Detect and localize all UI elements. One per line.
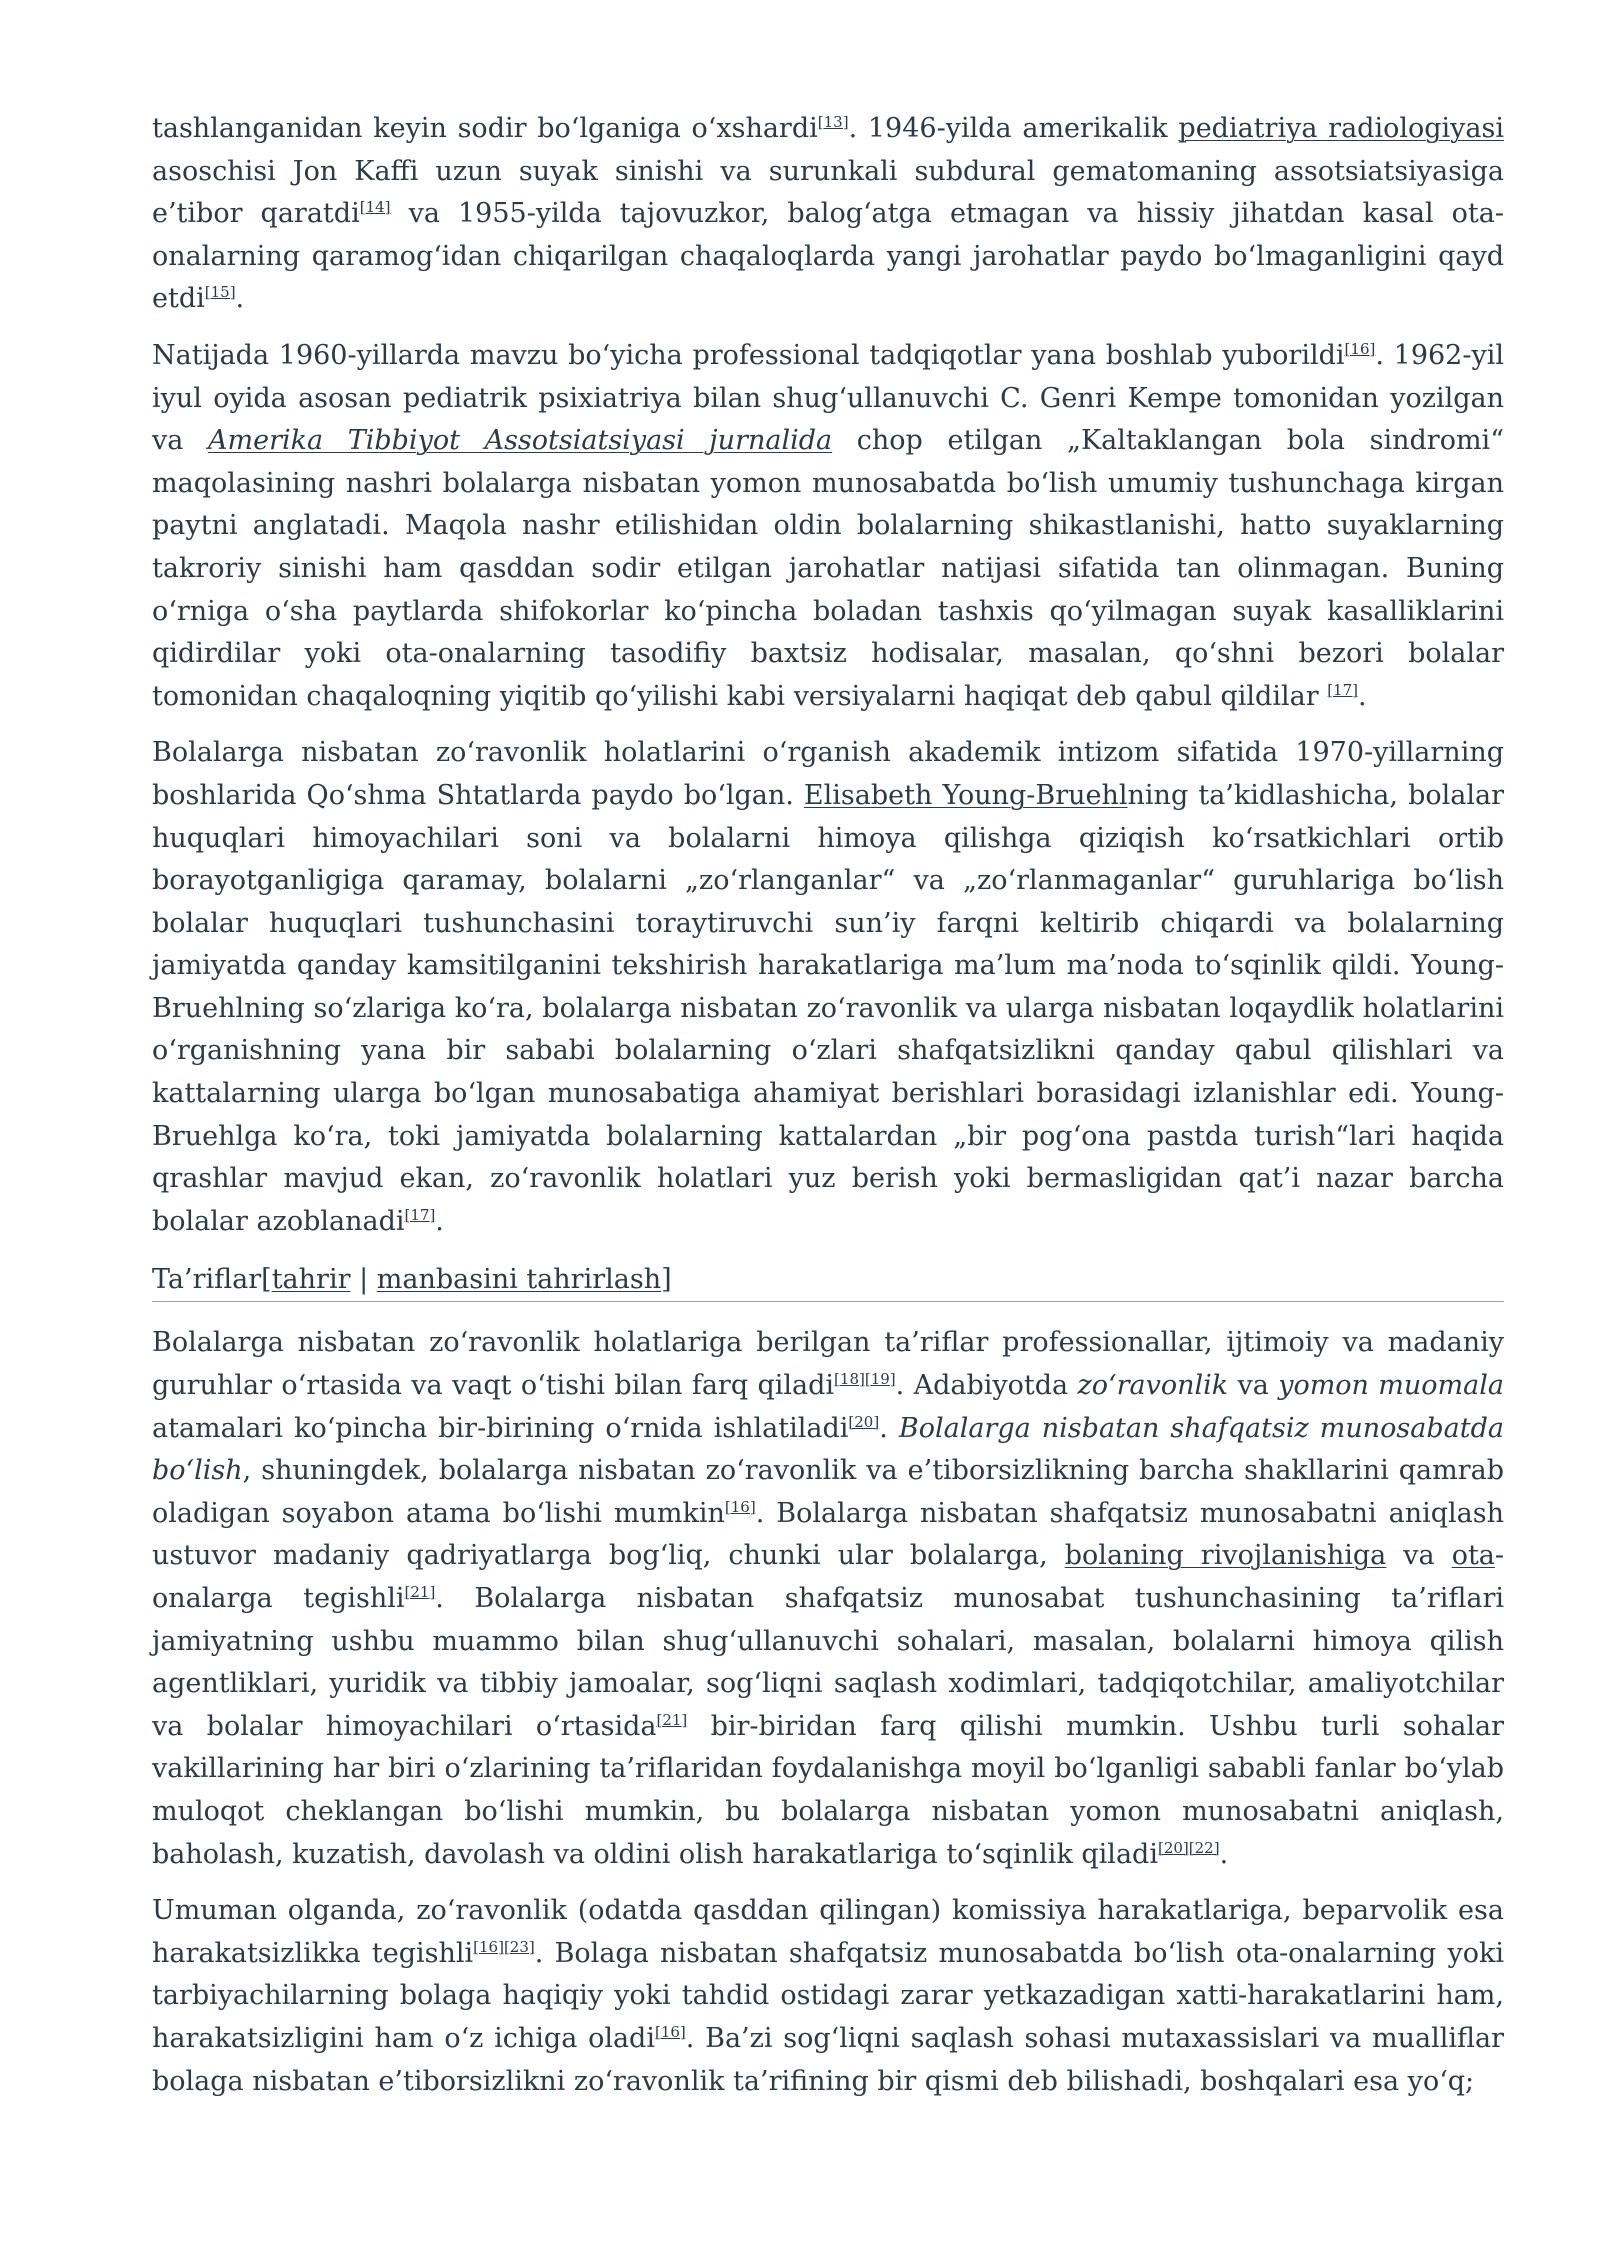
text: . (879, 1412, 899, 1444)
citation[interactable] (1158, 1839, 1220, 1857)
citation-link[interactable]: [21] (656, 1710, 688, 1729)
section-heading-definitions (152, 1261, 1504, 1302)
citation-link[interactable]: [21] (404, 1583, 436, 1601)
edit-bracket-close: ] (661, 1264, 672, 1296)
edit-link[interactable]: tahrir (271, 1264, 351, 1296)
citation-link[interactable]: [16] (473, 1937, 504, 1956)
citation[interactable] (1327, 681, 1358, 699)
citation-link[interactable]: [17] (404, 1205, 436, 1224)
citation-link[interactable]: [23] (503, 1937, 535, 1956)
citation[interactable] (834, 1370, 896, 1388)
text: va 1955-yilda tajovuzkor, balog‘atga etmagan va hissiy jihatdan kasal ota-onalarning qaramog‘idan chiqarilgan chaqaloqlarda yangi jarohatlar paydo bo‘lmaganligini qayd etdi (152, 198, 1504, 315)
citation[interactable] (405, 1206, 436, 1224)
edit-separator: | (350, 1264, 377, 1296)
pediatric-radiology-link[interactable]: pediatriya radiologiyasi (1178, 113, 1504, 144)
text: va (1386, 1540, 1452, 1572)
parent-link[interactable]: ota (1451, 1540, 1495, 1572)
edit-bracket-open: [ (261, 1264, 272, 1296)
text: Bolalarga nisbatan zo‘ravonlik holatlariga berilgan ta’riflar professionallar, ijtimoiy va madaniy guruhlar o‘rtasida va vaqt o‘tishi bilan farq qiladi (152, 1327, 1504, 1402)
text: . Adabiyotda (895, 1370, 1078, 1402)
text: . (1219, 1838, 1229, 1870)
child-development-link[interactable]: bolaning rivojlanishiga (1064, 1540, 1387, 1572)
jama-journal-link[interactable]: Amerika Tibbiyot Assotsiatsiyasi jurnalida (208, 425, 833, 457)
text: . Bolalarga nisbatan shafqatsiz munosabatni aniqlash ustuvor madaniy qadriyatlarga bog‘liq, chunki ular bolalarga, (152, 1497, 1504, 1572)
text: atamalari ko‘pincha bir-birining o‘rnida ishlatiladi (152, 1412, 849, 1444)
text: va (1228, 1370, 1279, 1402)
citation[interactable] (725, 1498, 756, 1516)
citation-link[interactable]: [16] (1344, 339, 1376, 358)
citation-link[interactable]: [22] (1188, 1838, 1220, 1857)
text: . (1357, 680, 1367, 712)
citation-link[interactable]: [16] (724, 1497, 756, 1516)
young-bruehl-link[interactable]: Elisabeth Young-Bruehl (803, 779, 1128, 811)
section-title: Ta’riflar (152, 1264, 262, 1296)
paragraph-history-2 (152, 335, 1504, 718)
paragraph-history-3 (152, 732, 1504, 1243)
citation-link[interactable]: [14] (359, 198, 391, 217)
text: . (435, 1205, 444, 1237)
emphasis: yomon muomala (1278, 1370, 1504, 1402)
citation[interactable] (818, 113, 849, 131)
citation-link[interactable]: [15] (204, 283, 236, 302)
citation[interactable] (473, 1938, 535, 1956)
paragraph-definitions-2 (152, 1890, 1504, 2103)
text: . Ba’zi sog‘liqni saqlash sohasi mutaxassislari va mualliflar bolaga nisbatan e’tiborsizlikni zo‘ravonlik ta’rifining bir qismi deb bilishadi, boshqalari esa yo‘q; (152, 2022, 1505, 2097)
text: Bolalarga nisbatan zo‘ravonlik holatlarini o‘rganish akademik intizom sifatida 1970-yillarning boshlarida Qo‘shma Shtatlarda paydo bo‘lgan. (152, 737, 1504, 811)
paragraph-definitions-1 (152, 1322, 1504, 1876)
text: . Bolaga nisbatan shafqatsiz munosabatda bo‘lish ota-onalarning yoki tarbiyachilarning bolaga haqiqiy yoki tahdid ostidagi zarar yetkazadigan xatti-harakatlarini ham, harakatsizligini ham o‘z ichiga oladi (152, 1937, 1505, 2054)
citation-link[interactable]: [20] (848, 1412, 880, 1431)
citation-link[interactable]: [18] (834, 1370, 865, 1389)
text: Natijada 1960-yillarda mavzu bo‘yicha professional tadqiqotlar yana boshlab yuborildi (152, 339, 1345, 371)
citation[interactable] (656, 1711, 687, 1729)
emphasis: Bolalarga nisbatan shafqatsiz munosabatda bo‘lish (152, 1412, 1504, 1487)
text: tashlanganidan keyin sodir bo‘lganiga o‘xshardi (152, 113, 818, 144)
citation-link[interactable]: [17] (1327, 680, 1358, 699)
text: bir-biridan farq qilishi mumkin. Ushbu turli sohalar vakillarining har biri o‘zlarining ta’riflaridan foydalanishga moyil bo‘lganligi sababli fanlar bo‘ylab muloqot cheklangan bo‘lishi mumkin, bu bolalarga nisbatan yomon munosabatni aniqlash, baholash, kuzatish, davolash va oldini olish harakatlariga to‘sqinlik qiladi (152, 1710, 1504, 1870)
text: . (235, 283, 245, 315)
citation[interactable] (655, 2023, 686, 2041)
text: ning ta’kidlashicha, bolalar huquqlari himoyachilari soni va bolalarni himoya qilishga qiziqish ko‘rsatkichlari ortib borayotganligiga qaramay, bolalarni „zo‘rlanganlar“ va „zo‘rlanmaganlar“ guruhlariga bo‘lish bolalar huquqlari tushunchasini toraytiruvchi sun’iy farqni keltirib chiqardi va bolalarning jamiyatda qanday kamsitilganini tekshirish harakatlariga ma’lum ma’noda to‘sqinlik qildi. Young-Bruehlning so‘zlariga ko‘ra, bolalarga nisbatan zo‘ravonlik va ularga nisbatan loqaydlik holatlarini o‘rganishning yana bir sababi bolalarning o‘zlari shafqatsizlikni qanday qabul qilishlari va kattalarning ularga bo‘lgan munosabatiga ahamiyat berishlari borasidagi izlanishlar edi. Young-Bruehlga ko‘ra, toki jamiyatda bolalarning kattalardan „bir pog‘ona pastda turish“lari haqida qrashlar mavjud ekan, zo‘ravonlik holatlari yuz berish yoki bermasligidan qat’i nazar barcha bolalar azoblanadi (152, 779, 1504, 1237)
text: . 1962-yil iyul oyida asosan pediatrik psixiatriya bilan shug‘ullanuvchi C. Genri Kempe tomonidan yozilgan va (152, 339, 1504, 457)
citation-link[interactable]: [20] (1157, 1838, 1189, 1857)
edit-source-link[interactable]: manbasini tahrirlash (376, 1264, 662, 1296)
text: asoschisi Jon Kaffi uzun suyak sinishi va surunkali subdural gematomaning assotsiatsiyasiga e’tibor qaratdi (152, 155, 1504, 230)
text: chop etilgan „Kaltaklangan bola sindromi“ maqolasining nashri bolalarga nisbatan yomon munosabatda bo‘lish umumiy tushunchaga kirgan paytni anglatadi. Maqola nashr etilishidan oldin bolalarning shikastlanishi, hatto suyaklarning takroriy sinishi ham qasddan sodir etilgan jarohatlar natijasi sifatida tan olinmagan. Buning o‘rniga o‘sha paytlarda shifokorlar ko‘pincha boladan tashxis qo‘yilmagan suyak kasalliklarini qidirdilar yoki ota-onalarning tasodifiy baxtsiz hodisalar, masalan, qo‘shni bezori bolalar tomonidan chaqaloqning yiqitib qo‘yilishi kabi versiyalarni haqiqat deb qabul qildilar (152, 425, 1504, 712)
text: . Bolalarga nisbatan shafqatsiz munosabat tushunchasining ta’riflari jamiyatning ushbu muammo bilan shug‘ullanuvchi sohalari, masalan, bolalarni himoya qilish agentliklari, yuridik va tibbiy jamoalar, sog‘liqni saqlash xodimlari, tadqiqotchilar, amaliyotchilar va bolalar himoyachilari o‘rtasida (152, 1583, 1505, 1742)
citation[interactable] (360, 198, 391, 216)
text: -onalarga tegishli (152, 1540, 1505, 1614)
citation[interactable] (405, 1583, 436, 1601)
text: . 1946-yilda amerikalik (848, 113, 1179, 144)
citation-link[interactable]: [16] (654, 2022, 686, 2041)
paragraph-history-1 (152, 108, 1504, 321)
article-body (152, 108, 1504, 2117)
citation-link[interactable]: [13] (817, 113, 849, 131)
emphasis: zo‘ravonlik (1077, 1370, 1229, 1402)
citation-link[interactable]: [19] (864, 1370, 896, 1389)
text: Umuman olganda, zo‘ravonlik (odatda qasddan qilingan) komissiya harakatlariga, beparvolik esa harakatsizlikka tegishli (152, 1895, 1504, 1969)
citation[interactable] (1345, 340, 1376, 358)
text: , shuningdek, bolalarga nisbatan zo‘ravonlik va e’tiborsizlikning barcha shakllarini qamrab oladigan soyabon atama bo‘lishi mumkin (152, 1455, 1504, 1529)
citation[interactable] (205, 283, 236, 301)
citation[interactable] (848, 1413, 879, 1431)
